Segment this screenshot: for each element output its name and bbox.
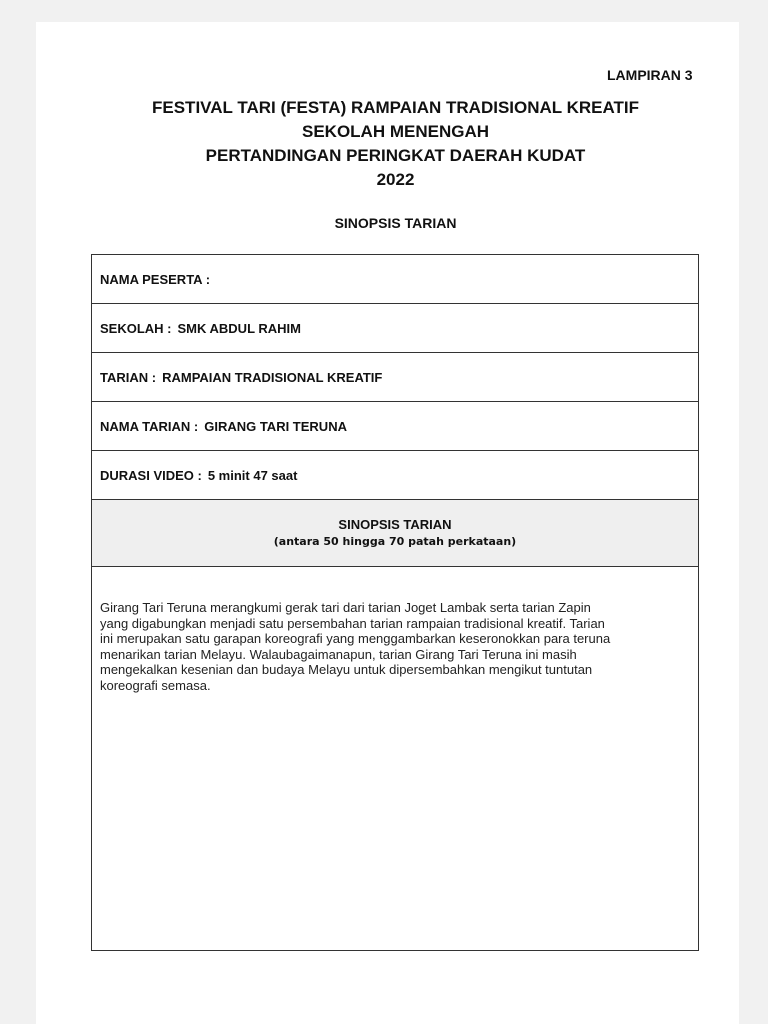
section-subtitle: SINOPSIS TARIAN — [334, 215, 457, 231]
synopsis-word-limit-note: (antara 50 hingga 70 patah perkataan) — [273, 535, 517, 548]
synopsis-header — [92, 500, 698, 567]
title-line-4: 2022 — [376, 170, 415, 189]
row-durasi-video — [92, 451, 698, 500]
synopsis-line: yang digabungkan menjadi satu persembahan tarian rampaian tradisional kreatif. Tarian — [100, 615, 605, 631]
durasi-label: DURASI VIDEO : — [100, 467, 202, 483]
row-sekolah — [92, 304, 698, 353]
synopsis-line: Girang Tari Teruna merangkumi gerak tari dari tarian Joget Lambak serta tarian Zapin — [100, 600, 591, 615]
synopsis-line: koreografi semasa. — [100, 677, 211, 693]
title-line-1: FESTIVAL TARI (FESTA) RAMPAIAN TRADISIONAL KREATIF — [152, 98, 639, 117]
synopsis-heading: SINOPSIS TARIAN — [338, 517, 452, 532]
title-line-3: PERTANDINGAN PERINGKAT DAERAH KUDAT — [205, 146, 586, 165]
sekolah-value: SMK ABDUL RAHIM — [177, 320, 301, 336]
synopsis-line: mengekalkan kesenian dan budaya Melayu untuk dipersembahkan mengikut tuntutan — [100, 662, 593, 677]
nama-peserta-label: NAMA PESERTA : — [100, 271, 211, 287]
synopsis-text — [100, 600, 690, 693]
row-tarian — [92, 353, 698, 402]
nama-tarian-value: GIRANG TARI TERUNA — [204, 418, 347, 434]
synopsis-form — [91, 254, 699, 951]
tarian-value: RAMPAIAN TRADISIONAL KREATIF — [162, 369, 383, 385]
nama-tarian-label: NAMA TARIAN : — [100, 418, 199, 434]
row-nama-tarian — [92, 402, 698, 451]
title-line-2: SEKOLAH MENENGAH — [301, 122, 489, 141]
durasi-value: 5 minit 47 saat — [207, 467, 298, 483]
sekolah-label: SEKOLAH : — [100, 320, 172, 336]
row-nama-peserta — [92, 255, 698, 304]
synopsis-line: ini merupakan satu garapan koreografi yang menggambarkan keseronokkan para teruna — [100, 631, 611, 646]
synopsis-line: menarikan tarian Melayu. Walaubagaimanapun, tarian Girang Tari Teruna ini masih — [100, 646, 577, 662]
document-title — [92, 96, 699, 192]
tarian-label: TARIAN : — [100, 369, 157, 385]
attachment-label: LAMPIRAN 3 — [607, 67, 693, 83]
